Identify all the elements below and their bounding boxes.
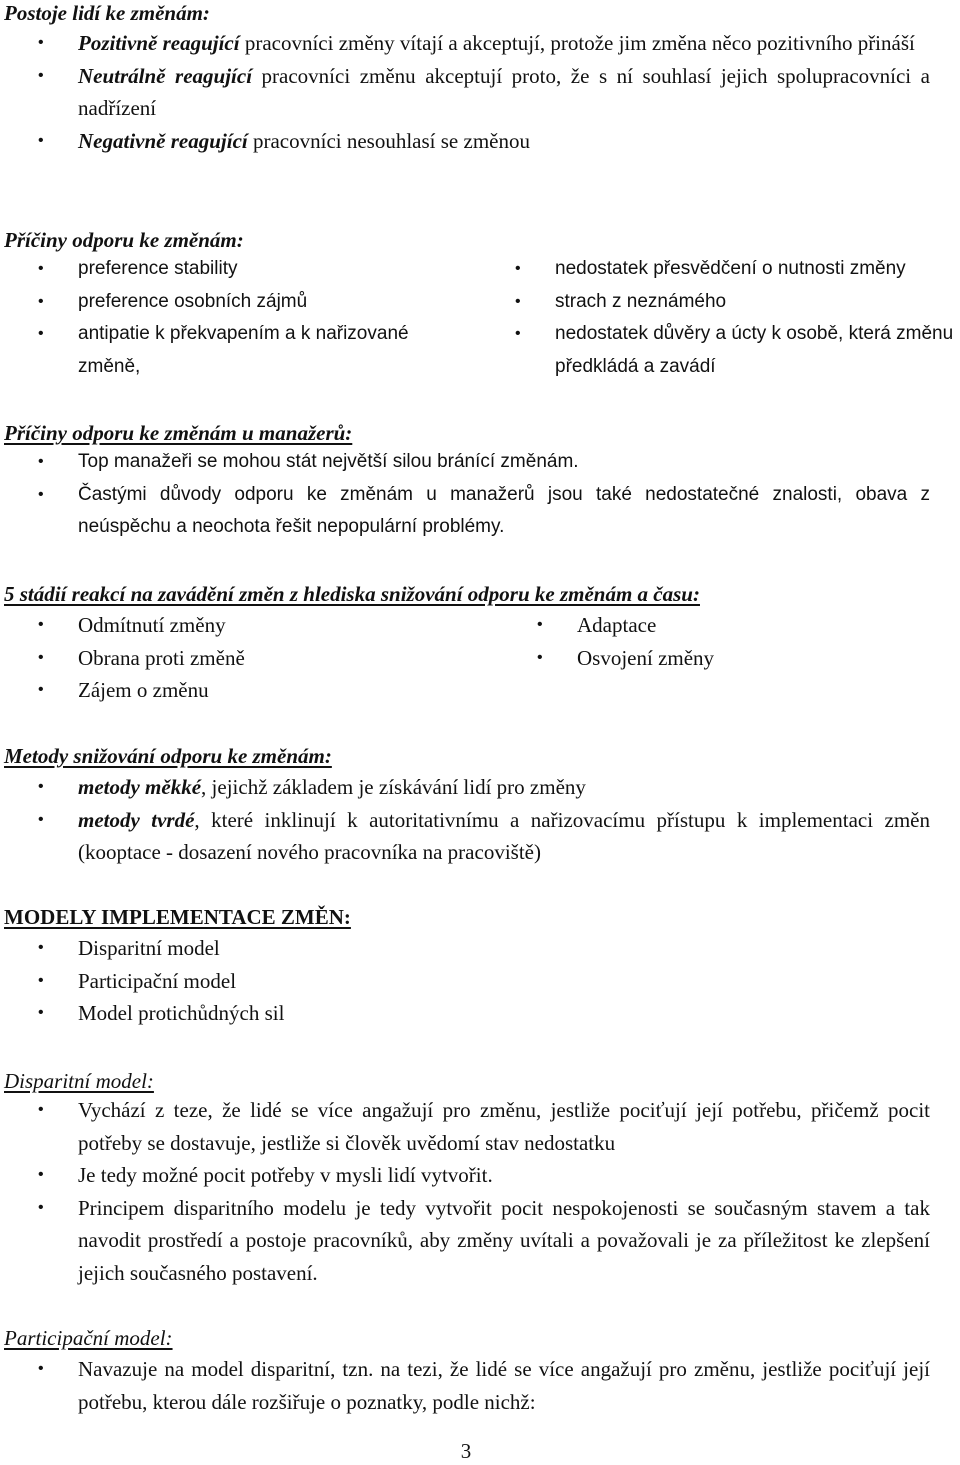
list-item: • Osvojení změny bbox=[537, 642, 937, 675]
section-heading-priciny: Příčiny odporu ke změnám: bbox=[4, 228, 244, 252]
list-item: • Navazuje na model disparitní, tzn. na tezi, že lidé se více angažují pro změnu, jestliže pociťují její potřebu, kterou dále rozšiřuje o poznatky, podle nichž: bbox=[38, 1353, 930, 1418]
list-stadia-left bbox=[38, 609, 458, 707]
list-manazeri bbox=[38, 446, 930, 544]
list-item: • preference stability bbox=[38, 253, 468, 286]
list-postoje bbox=[38, 27, 930, 157]
list-participacni bbox=[38, 1353, 930, 1418]
list-item: • Principem disparitního modelu je tedy vytvořit pocit nespokojenosti se současným stavem a tak navodit prostředí a postoje pracovníků, aby změny uvítali a považovali je za příležitost ke zlepšení jejich současného postavení. bbox=[38, 1192, 930, 1290]
list-item: • nedostatek přesvědčení o nutnosti změny bbox=[515, 253, 960, 286]
section-heading-participacni: Participační model: bbox=[4, 1326, 173, 1350]
list-item: • Adaptace bbox=[537, 609, 937, 642]
list-item: • Odmítnutí změny bbox=[38, 609, 458, 642]
list-item: • Zájem o změnu bbox=[38, 674, 458, 707]
section-heading-stadia: 5 stádií reakcí na zavádění změn z hlediska snižování odporu ke změnám a času: bbox=[4, 582, 700, 606]
section-heading-disparitni: Disparitní model: bbox=[4, 1069, 154, 1093]
list-modely bbox=[38, 932, 930, 1030]
list-item: • Disparitní model bbox=[38, 932, 930, 965]
section-heading-manazeri: Příčiny odporu ke změnám u manažerů: bbox=[4, 421, 353, 445]
list-item: • metody měkké, jejichž základem je získávání lidí pro změny bbox=[38, 771, 930, 804]
list-item: • Model protichůdných sil bbox=[38, 997, 930, 1030]
list-item: • metody tvrdé, které inklinují k autoritativnímu a nařizovacímu přístupu k implementaci změn (kooptace - dosazení nového pracovníka na pracoviště) bbox=[38, 804, 930, 869]
list-item: • Častými důvody odporu ke změnám u manažerů jsou také nedostatečné znalosti, obava z neúspěchu a neochota řešit nepopulární problémy. bbox=[38, 479, 930, 544]
section-heading-metody: Metody snižování odporu ke změnám: bbox=[4, 744, 332, 768]
list-priciny-left bbox=[38, 253, 468, 383]
list-item: • Je tedy možné pocit potřeby v mysli lidí vytvořit. bbox=[38, 1159, 930, 1192]
list-item: • nedostatek důvěry a úcty k osobě, která změnu předkládá a zavádí bbox=[515, 318, 960, 383]
page-number: 3 bbox=[460, 1439, 472, 1463]
list-item: • preference osobních zájmů bbox=[38, 286, 468, 319]
list-disparitni bbox=[38, 1094, 930, 1290]
list-item: • antipatie k překvapením a k nařizované změně, bbox=[38, 318, 468, 383]
section-heading-modely: MODELY IMPLEMENTACE ZMĚN: bbox=[4, 905, 351, 929]
list-item: • Vychází z teze, že lidé se více angažují pro změnu, jestliže pociťují její potřebu, přičemž pocit potřeby se dostavuje, jestliže si člověk uvědomí stav nedostatku bbox=[38, 1094, 930, 1159]
list-item: • Neutrálně reagující pracovníci změnu akceptují proto, že s ní souhlasí jejich spolupracovníci a nadřízení bbox=[38, 60, 930, 125]
list-item: • Top manažeři se mohou stát největší silou bránící změnám. bbox=[38, 446, 930, 479]
list-item: • strach z neznámého bbox=[515, 286, 960, 319]
list-item: • Obrana proti změně bbox=[38, 642, 458, 675]
section-heading-postoje: Postoje lidí ke změnám: bbox=[4, 1, 210, 25]
list-stadia-right bbox=[537, 609, 937, 674]
list-item: • Participační model bbox=[38, 965, 930, 998]
list-item: • Pozitivně reagující pracovníci změny vítají a akceptují, protože jim změna něco pozitivního přináší bbox=[38, 27, 930, 60]
list-priciny-right bbox=[515, 253, 960, 383]
list-metody bbox=[38, 771, 930, 869]
list-item: • Negativně reagující pracovníci nesouhlasí se změnou bbox=[38, 125, 930, 158]
